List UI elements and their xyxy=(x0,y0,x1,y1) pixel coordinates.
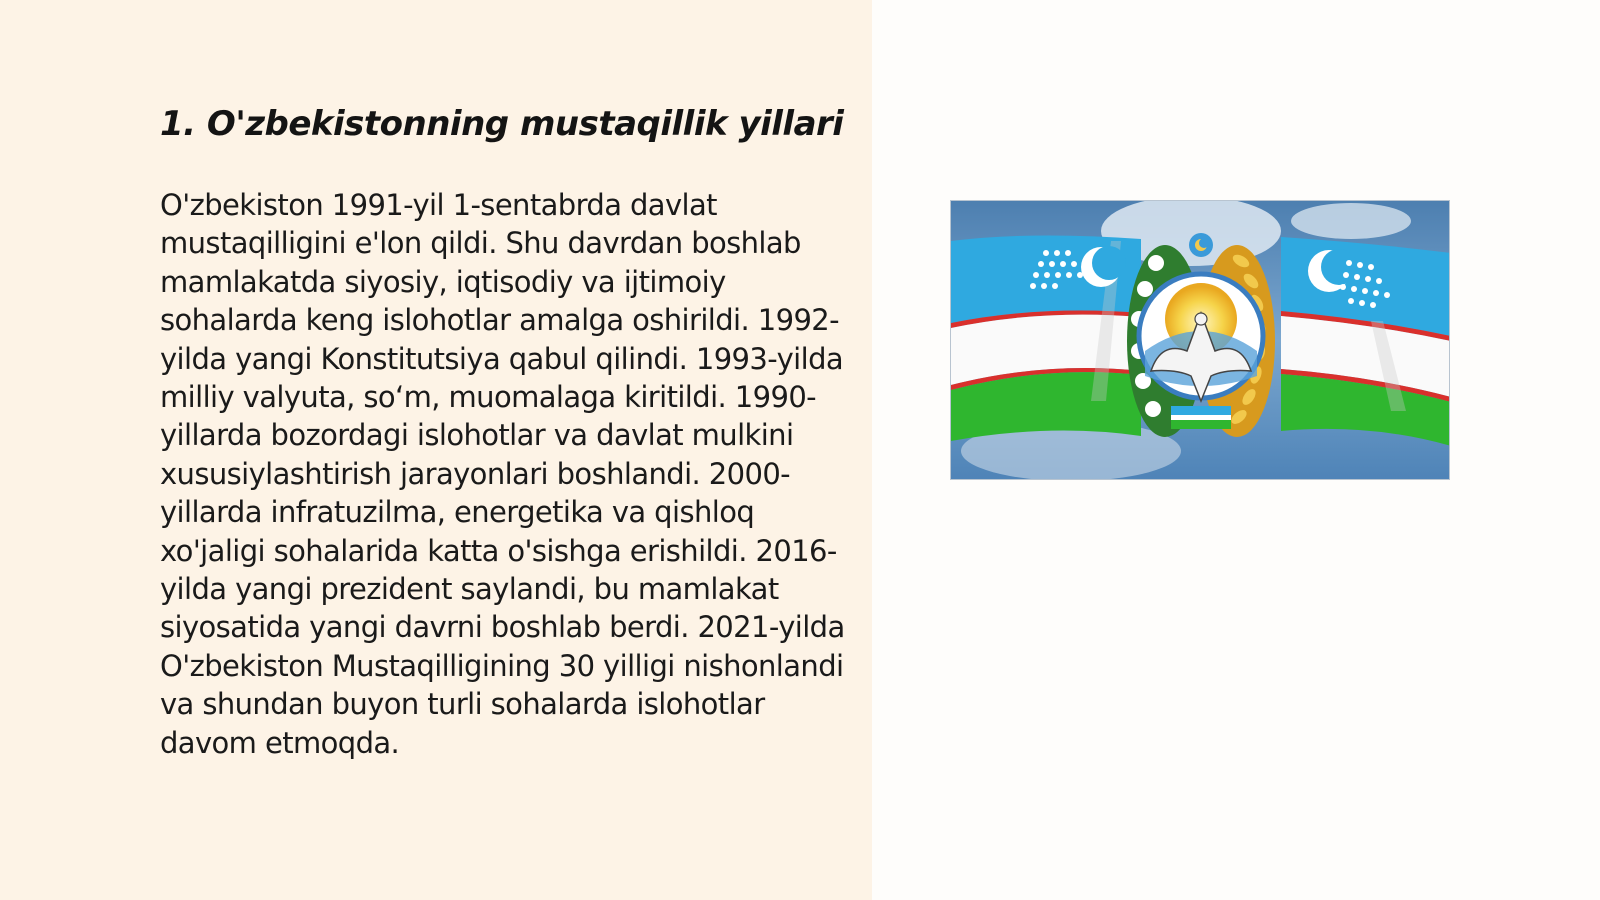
uzbekistan-flag-and-emblem-icon xyxy=(950,200,1450,480)
slide-body-text: O'zbekiston 1991-yil 1-sentabrda davlat mustaqilligini e'lon qildi. Shu davrdan boshlab mamlakatda siyosiy, iqtisodiy va ijtimoiy sohalarda keng islohotlar amalga oshirildi. 1992-yilda yangi Konstitutsiya qabul qilindi. 1993-yilda milliy valyuta, so‘m, muomalaga kiritildi. 1990-yillarda bozordagi islohotlar va davlat mulkini xususiylashtirish jarayonlari boshlandi. 2000-yillarda infratuzilma, energetika va qishloq xo'jaligi sohalarida katta o'sishga erishildi. 2016-yilda yangi prezident saylandi, bu mamlakat siyosatida yangi davrni boshlab berdi. 2021-yilda O'zbekiston Mustaqilligining 30 yilligi nishonlandi va shundan buyon turli sohalarda islohotlar davom etmoqda. xyxy=(160,188,845,760)
slide-title: 1. O'zbekistonning mustaqillik yillari xyxy=(160,104,844,144)
